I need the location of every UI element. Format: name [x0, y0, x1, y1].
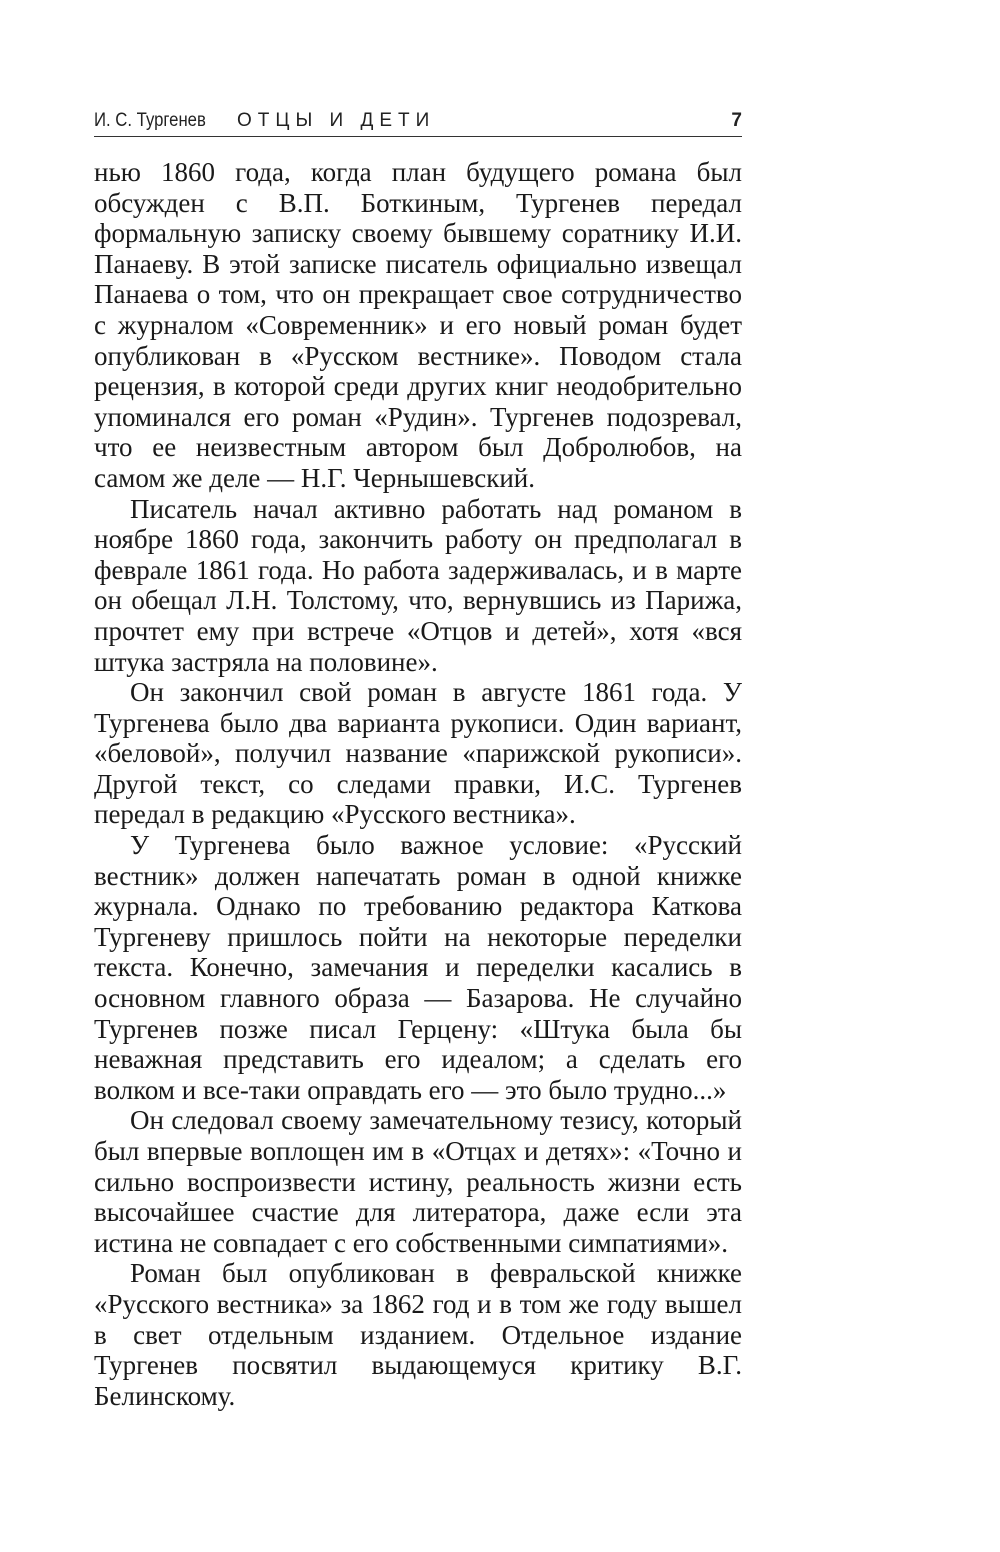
running-header — [94, 108, 742, 137]
paragraph-continued: нью 1860 года, когда план будущего романа был обсужден с В.П. Боткиным, Тургенев передал формальную записку своему бывшему соратнику И.И. Панаеву. В этой записке писатель официально извещал Панаева о том, что он прекращает свое сотрудничество с журналом «Современник» и его новый роман будет опубликован в «Русском вестнике». Поводом стала рецензия, в которой среди других книг неодобрительно упоминался его роман «Рудин». Тургенев подозревал, что ее неизвестным автором был Добролюбов, на самом же деле — Н.Г. Чернышевский. — [94, 157, 742, 493]
paragraph: Он следовал своему замечательному тезису, который был впервые воплощен им в «Отцах и детях»: «Точно и сильно воспроизвести истину, реальность жизни есть высочайшее счастие для литератора, даже если эта истина не совпадает с его собственными симпатиями». — [94, 1105, 742, 1258]
header-book-title: ОТЦЫ И ДЕТИ — [237, 110, 436, 131]
paragraph: Роман был опубликован в февральской книжке «Русского вестника» за 1862 год и в том же году вышел в свет отдельным изданием. Отдельное издание Тургенев посвятил выдающемуся критику В.Г. Белинскому. — [94, 1258, 742, 1411]
book-page — [94, 108, 742, 1411]
body-text — [94, 157, 742, 1411]
header-author: И. С. Тургенев — [94, 110, 206, 131]
paragraph: У Тургенева было важное условие: «Русский вестник» должен напечатать роман в одной книжке журнала. Однако по требованию редактора Каткова Тургеневу пришлось пойти на некоторые переделки текста. Конечно, замечания и переделки касались в основном главного образа — Базарова. Не случайно Тургенев позже писал Герцену: «Штука была бы неважная представить его идеалом; а сделать его волком и все-таки оправдать его — это было трудно...» — [94, 830, 742, 1105]
paragraph: Он закончил свой роман в августе 1861 года. У Тургенева было два варианта рукописи. Один вариант, «беловой», получил название «парижской рукописи». Другой текст, со следами правки, И.С. Тургенев передал в редакцию «Русского вестника». — [94, 677, 742, 830]
page-number: 7 — [731, 110, 742, 131]
paragraph: Писатель начал активно работать над романом в ноябре 1860 года, закончить работу он предполагал в феврале 1861 года. Но работа задерживалась, и в марте он обещал Л.Н. Толстому, что, вернувшись из Парижа, прочтет ему при встрече «Отцов и детей», хотя «вся штука застряла на половине». — [94, 493, 742, 677]
